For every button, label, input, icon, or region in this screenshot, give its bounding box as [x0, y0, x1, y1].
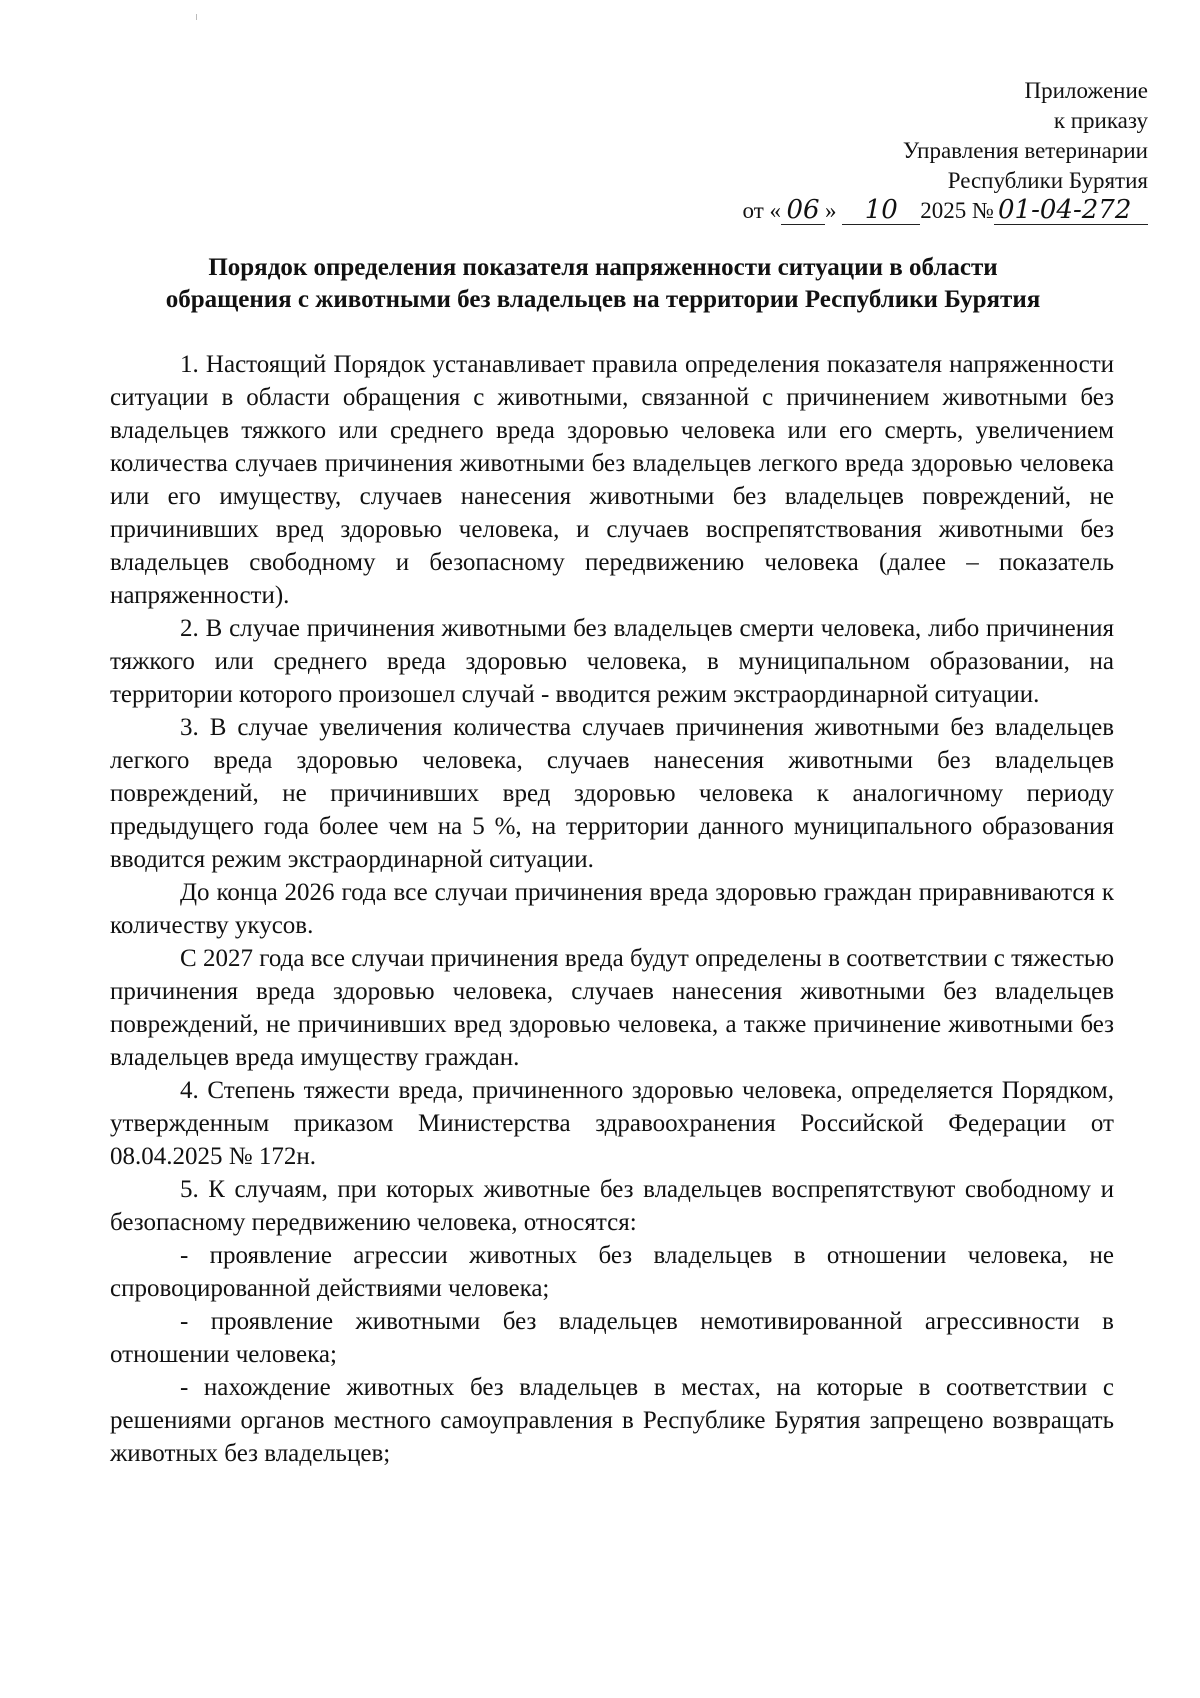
order-year-label: 2025 № — [920, 198, 994, 223]
appendix-header — [743, 76, 1148, 226]
paragraph-1: 1. Настоящий Порядок устанавливает правила определения показателя напряженности ситуации в области обращения с животными, связанной с причинением животными без владельцев тяжкого или среднего вреда здоровью человека или его смерть, увеличением количества случаев причинения животными без владельцев легкого вреда здоровью человека или его имуществу, случаев нанесения животными без владельцев повреждений, не причинивших вред здоровью человека, и случаев воспрепятствования животными без владельцев свободному и безопасному передвижению человека (далее – показатель напряженности). — [110, 351, 1114, 609]
order-from-label: от « — [742, 198, 782, 223]
paragraph-2: 2. В случае причинения животными без владельцев смерти человека, либо причинения тяжкого или среднего вреда здоровью человека, в муниципальном образовании, на территории которого произошел случай - вводится режим экстраординарной ситуации. — [110, 615, 1114, 708]
scan-artifact — [196, 14, 197, 20]
issuing-authority: Управления ветеринарии — [902, 138, 1148, 163]
title-line-1: Порядок определения показателя напряженности ситуации в области — [208, 254, 998, 281]
paragraph-3: 3. В случае увеличения количества случаев причинения животными без владельцев легкого вреда здоровью человека, случаев нанесения животными без владельцев повреждений, не причинивших вред здоровью человека к аналогичному периоду предыдущего года более чем на 5 %, на территории данного муниципального образования вводится режим экстраординарной ситуации. — [110, 714, 1114, 873]
document-title — [100, 252, 1106, 316]
order-number-handwritten: 01-04-272 — [994, 196, 1148, 225]
order-date-number — [743, 196, 1148, 226]
paragraph-3-note-2027: С 2027 года все случаи причинения вреда будут определены в соответствии с тяжестью причинения вреда здоровью человека, случаев нанесения животными без владельцев повреждений, не причинивших вред здоровью человека, а также причинение животными без владельцев вреда имуществу граждан. — [110, 945, 1114, 1071]
paragraph-3-note-2026: До конца 2026 года все случаи причинения вреда здоровью граждан приравниваются к количеству укусов. — [110, 879, 1114, 939]
list-item: - нахождение животных без владельцев в местах, на которые в соответствии с решениями органов местного самоуправления в Республике Бурятия запрещено возвращать животных без владельцев; — [110, 1374, 1114, 1467]
order-day-handwritten: 06 — [781, 196, 825, 225]
title-line-2: обращения с животными без владельцев на территории Республики Бурятия — [165, 286, 1041, 313]
document-body — [110, 348, 1114, 1470]
order-month-handwritten: 10 — [842, 196, 920, 225]
appendix-label: Приложение — [1024, 78, 1148, 103]
list-item: - проявление агрессии животных без владельцев в отношении человека, не спровоцированной действиями человека; — [110, 1242, 1114, 1302]
paragraph-4: 4. Степень тяжести вреда, причиненного здоровью человека, определяется Порядком, утвержденным приказом Министерства здравоохранения Российской Федерации от 08.04.2025 № 172н. — [110, 1077, 1114, 1170]
appendix-to-order: к приказу — [1053, 108, 1148, 133]
issuing-region: Республики Бурятия — [947, 168, 1148, 193]
list-item: - проявление животными без владельцев немотивированной агрессивности в отношении человека; — [110, 1308, 1114, 1368]
paragraph-5: 5. К случаям, при которых животные без владельцев воспрепятствуют свободному и безопасному передвижению человека, относятся: — [110, 1176, 1114, 1236]
order-quote-close: » — [825, 198, 837, 223]
